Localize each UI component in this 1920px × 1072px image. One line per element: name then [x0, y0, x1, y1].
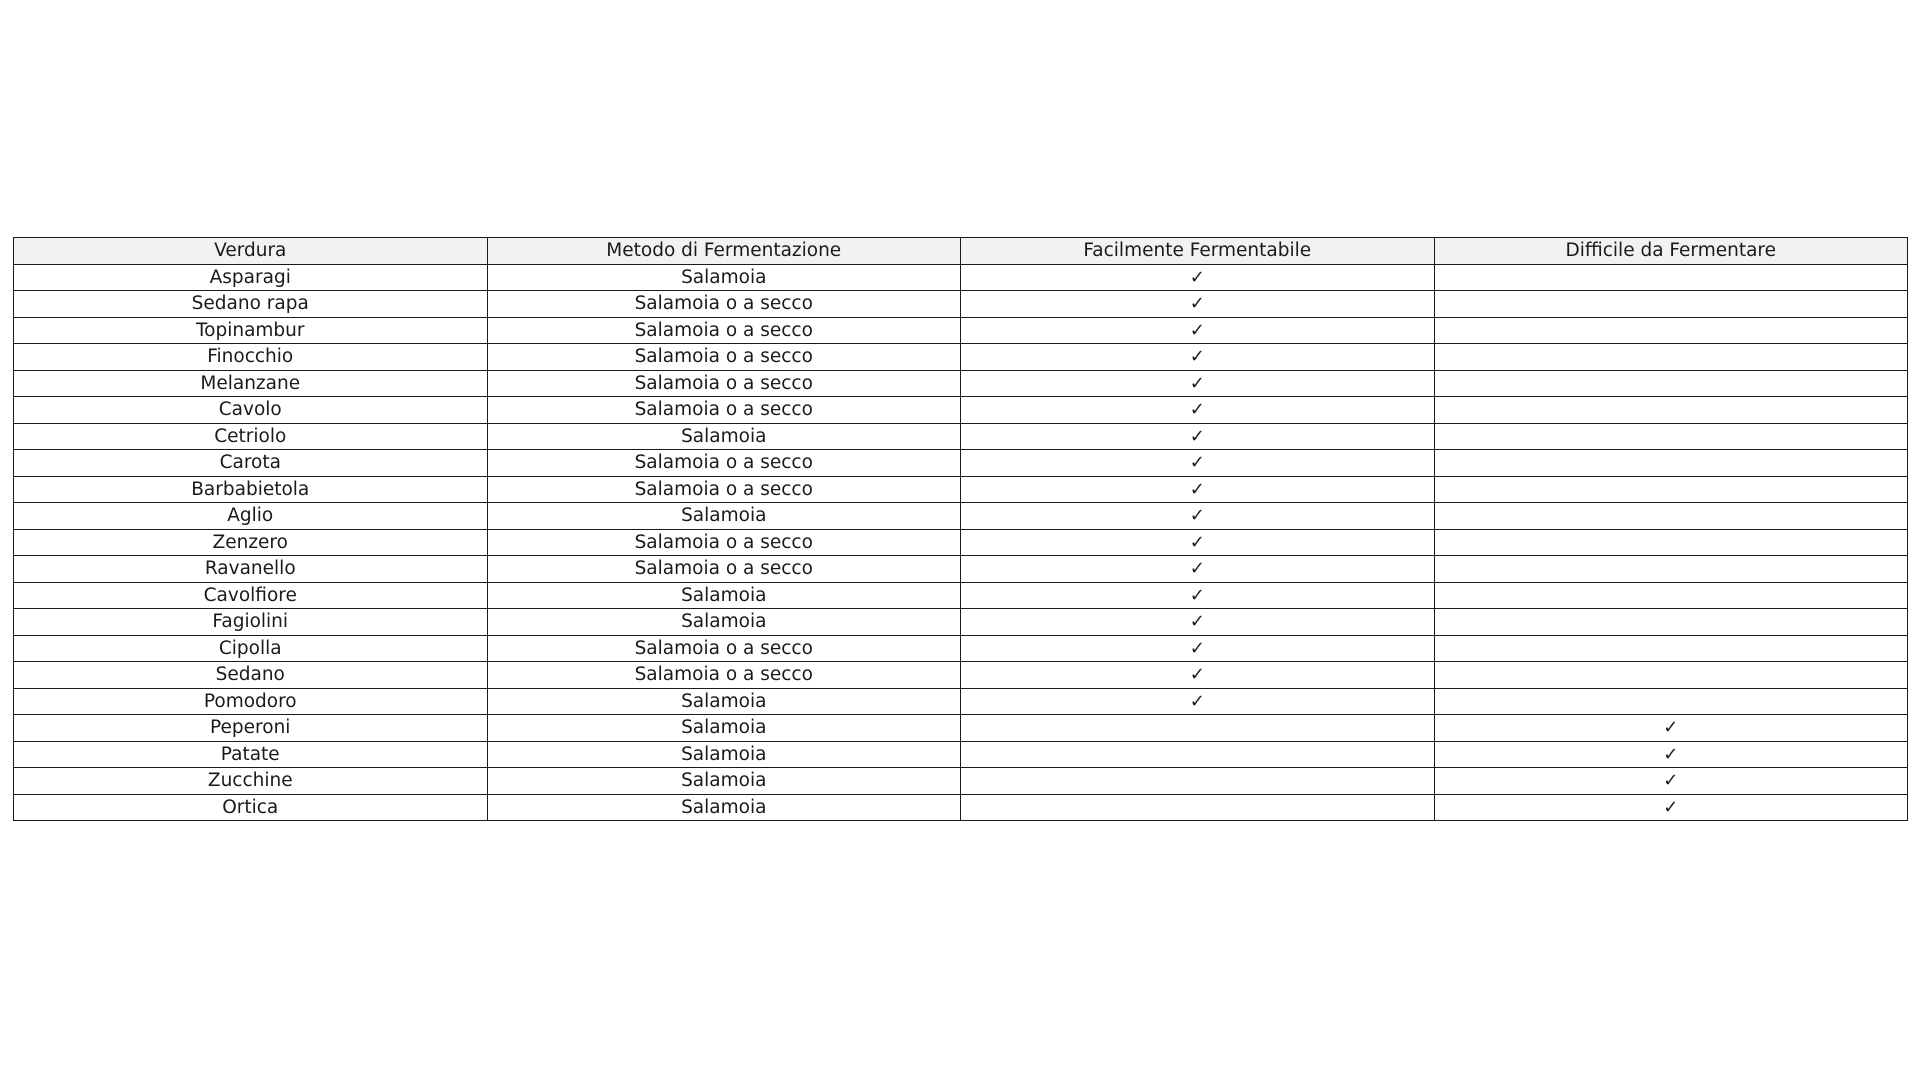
check-mark-cell: ✓ [961, 450, 1435, 477]
table-row [14, 556, 1908, 583]
table-row [14, 768, 1908, 795]
cell-metodo: Salamoia [487, 582, 961, 609]
cell-verdura: Ravanello [14, 556, 488, 583]
cell-verdura: Pomodoro [14, 688, 488, 715]
cell-metodo: Salamoia [487, 503, 961, 530]
table-row [14, 450, 1908, 477]
check-mark-cell: ✓ [961, 423, 1435, 450]
check-mark-cell: ✓ [961, 529, 1435, 556]
cell-metodo: Salamoia [487, 768, 961, 795]
check-mark-cell: ✓ [961, 582, 1435, 609]
table-row [14, 423, 1908, 450]
check-mark-cell [1434, 503, 1908, 530]
cell-verdura: Patate [14, 741, 488, 768]
table-row [14, 264, 1908, 291]
check-mark-cell [961, 794, 1435, 821]
cell-verdura: Finocchio [14, 344, 488, 371]
cell-metodo: Salamoia o a secco [487, 529, 961, 556]
cell-metodo: Salamoia o a secco [487, 397, 961, 424]
cell-metodo: Salamoia [487, 794, 961, 821]
check-mark-cell: ✓ [961, 476, 1435, 503]
cell-verdura: Topinambur [14, 317, 488, 344]
header-metodo: Metodo di Fermentazione [487, 238, 961, 265]
cell-metodo: Salamoia o a secco [487, 344, 961, 371]
check-mark-cell [1434, 688, 1908, 715]
check-mark-cell: ✓ [961, 503, 1435, 530]
table-row [14, 503, 1908, 530]
check-mark-cell [961, 715, 1435, 742]
check-mark-cell [1434, 370, 1908, 397]
check-mark-cell [1434, 397, 1908, 424]
header-verdura: Verdura [14, 238, 488, 265]
check-mark-cell: ✓ [1434, 715, 1908, 742]
check-mark-cell [1434, 291, 1908, 318]
check-mark-cell: ✓ [961, 291, 1435, 318]
fermentation-table [13, 237, 1908, 821]
table-row [14, 635, 1908, 662]
table-row [14, 529, 1908, 556]
check-mark-cell: ✓ [961, 397, 1435, 424]
cell-verdura: Barbabietola [14, 476, 488, 503]
cell-metodo: Salamoia o a secco [487, 370, 961, 397]
cell-verdura: Aglio [14, 503, 488, 530]
table-row [14, 688, 1908, 715]
check-mark-cell [1434, 344, 1908, 371]
cell-metodo: Salamoia o a secco [487, 556, 961, 583]
check-mark-cell: ✓ [961, 662, 1435, 689]
table-row [14, 317, 1908, 344]
cell-verdura: Cipolla [14, 635, 488, 662]
check-mark-cell: ✓ [961, 635, 1435, 662]
check-mark-cell [961, 741, 1435, 768]
check-mark-cell [1434, 635, 1908, 662]
table-row [14, 715, 1908, 742]
check-mark-cell [1434, 529, 1908, 556]
check-mark-cell [1434, 582, 1908, 609]
table-header-row [14, 238, 1908, 265]
table-row [14, 582, 1908, 609]
cell-metodo: Salamoia o a secco [487, 476, 961, 503]
check-mark-cell: ✓ [1434, 741, 1908, 768]
table-row [14, 397, 1908, 424]
cell-verdura: Asparagi [14, 264, 488, 291]
table-row [14, 662, 1908, 689]
check-mark-cell: ✓ [961, 370, 1435, 397]
check-mark-cell [1434, 556, 1908, 583]
check-mark-cell [1434, 450, 1908, 477]
header-facile: Facilmente Fermentabile [961, 238, 1435, 265]
cell-metodo: Salamoia o a secco [487, 317, 961, 344]
cell-verdura: Melanzane [14, 370, 488, 397]
check-mark-cell: ✓ [961, 688, 1435, 715]
table-row [14, 476, 1908, 503]
check-mark-cell: ✓ [961, 317, 1435, 344]
check-mark-cell [1434, 264, 1908, 291]
cell-verdura: Cetriolo [14, 423, 488, 450]
cell-metodo: Salamoia [487, 688, 961, 715]
cell-verdura: Peperoni [14, 715, 488, 742]
table-row [14, 291, 1908, 318]
cell-verdura: Sedano rapa [14, 291, 488, 318]
cell-metodo: Salamoia o a secco [487, 450, 961, 477]
cell-verdura: Zenzero [14, 529, 488, 556]
check-mark-cell: ✓ [961, 264, 1435, 291]
table-row [14, 370, 1908, 397]
cell-metodo: Salamoia [487, 423, 961, 450]
check-mark-cell: ✓ [1434, 768, 1908, 795]
cell-metodo: Salamoia [487, 715, 961, 742]
table-row [14, 609, 1908, 636]
check-mark-cell: ✓ [961, 344, 1435, 371]
cell-metodo: Salamoia [487, 264, 961, 291]
cell-metodo: Salamoia o a secco [487, 662, 961, 689]
table-body [14, 264, 1908, 821]
cell-metodo: Salamoia o a secco [487, 635, 961, 662]
cell-verdura: Ortica [14, 794, 488, 821]
cell-verdura: Fagiolini [14, 609, 488, 636]
check-mark-cell [1434, 423, 1908, 450]
cell-metodo: Salamoia o a secco [487, 291, 961, 318]
header-difficile: Difficile da Fermentare [1434, 238, 1908, 265]
cell-verdura: Sedano [14, 662, 488, 689]
check-mark-cell: ✓ [961, 609, 1435, 636]
check-mark-cell [961, 768, 1435, 795]
table-row [14, 344, 1908, 371]
cell-metodo: Salamoia [487, 609, 961, 636]
check-mark-cell: ✓ [1434, 794, 1908, 821]
cell-verdura: Zucchine [14, 768, 488, 795]
check-mark-cell [1434, 662, 1908, 689]
table-row [14, 741, 1908, 768]
check-mark-cell [1434, 609, 1908, 636]
cell-verdura: Cavolo [14, 397, 488, 424]
check-mark-cell: ✓ [961, 556, 1435, 583]
check-mark-cell [1434, 317, 1908, 344]
cell-metodo: Salamoia [487, 741, 961, 768]
check-mark-cell [1434, 476, 1908, 503]
fermentation-table-container [13, 237, 1908, 821]
cell-verdura: Carota [14, 450, 488, 477]
table-row [14, 794, 1908, 821]
cell-verdura: Cavolfiore [14, 582, 488, 609]
